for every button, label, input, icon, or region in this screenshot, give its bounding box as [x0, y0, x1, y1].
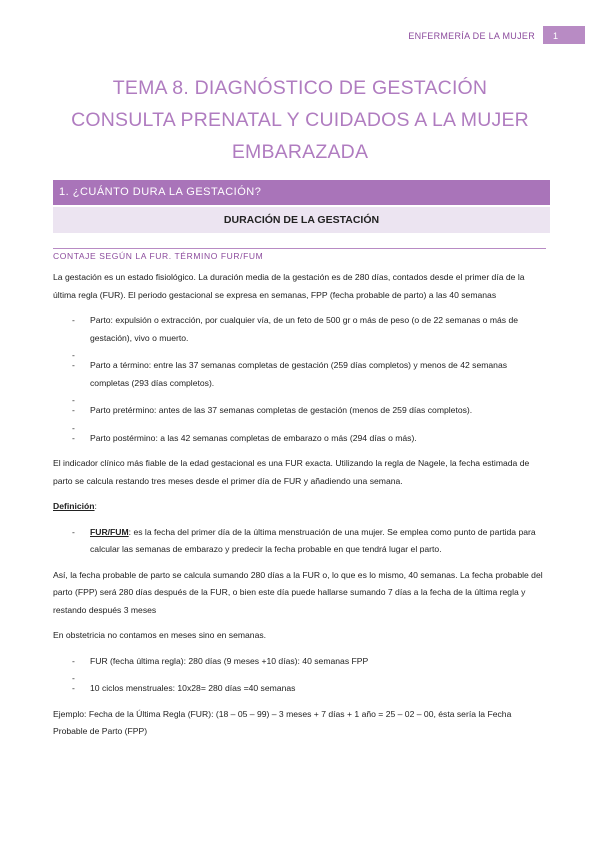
definition-list	[53, 524, 546, 559]
document-body	[53, 269, 546, 749]
definition-label: Definición	[53, 501, 95, 511]
list-item: - Parto: expulsión o extracción, por cualquier vía, de un feto de 500 gr o más de peso (o de 22 semanas o más de gestación), vivo o muerto.	[53, 312, 546, 347]
list-item: - 10 ciclos menstruales: 10x28= 280 días =40 semanas	[53, 680, 546, 698]
list-item: - Parto a término: entre las 37 semanas completas de gestación (259 días completos) y menos de 42 semanas completas (293 días completos).	[53, 357, 546, 392]
list-item: - Parto pretérmino: antes de las 37 semanas completas de gestación (menos de 259 días completos).	[53, 402, 546, 420]
page-header	[408, 26, 585, 44]
definition-text: : es la fecha del primer día de la última menstruación de una mujer. Se emplea como punto de partida para calcular las semanas de embarazo y predecir la fecha probable en que tendrá lugar el parto.	[90, 526, 536, 554]
list-item: - Parto postérmino: a las 42 semanas completas de embarazo o más (294 días o más).	[53, 430, 546, 448]
definition-colon: :	[94, 501, 97, 511]
paragraph: La gestación es un estado fisiológico. La duración media de la gestación es de 280 días, contados desde el primer día de la última regla (FUR). El periodo gestacional se expresa en semanas, FPP (fecha probable de parto) a las 40 semanas	[53, 272, 525, 300]
section-heading: 1. ¿CUÁNTO DURA LA GESTACIÓN?	[53, 180, 550, 205]
title-line-2: CONSULTA PRENATAL Y CUIDADOS A LA MUJER	[71, 109, 529, 131]
paragraph: Así, la fecha probable de parto se calcula sumando 280 días a la FUR o, lo que es lo mismo, 40 semanas. La fecha probable del parto (FPP) será 280 días después de la FUR, o bien este día puede hallarse sumando 7 días a la fecha de la última regla y restando después 3 meses	[53, 569, 543, 615]
spacer	[53, 392, 546, 402]
spacer	[53, 347, 546, 357]
subsection-heading: DURACIÓN DE LA GESTACIÓN	[53, 207, 550, 233]
spacer	[53, 670, 546, 680]
title-line-1: TEMA 8. DIAGNÓSTICO DE GESTACIÓN	[112, 77, 488, 99]
divider	[53, 248, 546, 249]
header-title: ENFERMERÍA DE LA MUJER	[408, 31, 535, 41]
definition-heading	[53, 498, 546, 516]
definition-item	[53, 524, 546, 559]
definition-term: FUR/FUM	[90, 526, 129, 537]
document-title	[40, 72, 560, 168]
paragraph: Ejemplo: Fecha de la Última Regla (FUR): (18 – 05 – 99) – 3 meses + 7 días + 1 año = 25 – 02 – 00, ésta sería la Fecha Probable de Parto (FPP)	[53, 708, 512, 736]
page-number: 1	[543, 26, 585, 44]
subsection-title: CONTAJE SEGÚN LA FUR. TÉRMINO FUR/FUM	[53, 251, 264, 261]
paragraph: En obstetricia no contamos en meses sino en semanas.	[53, 630, 267, 640]
title-line-3: EMBARAZADA	[231, 141, 369, 163]
spacer	[53, 420, 546, 430]
bullet-list	[53, 312, 546, 447]
bullet-list	[53, 653, 546, 698]
paragraph: El indicador clínico más fiable de la edad gestacional es una FUR exacta. Utilizando la regla de Nagele, la fecha estimada de parto se calcula restando tres meses desde el primer día de FUR y añadiendo una semana.	[53, 458, 530, 486]
list-item: - FUR (fecha última regla): 280 días (9 meses +10 días): 40 semanas FPP	[53, 653, 546, 671]
